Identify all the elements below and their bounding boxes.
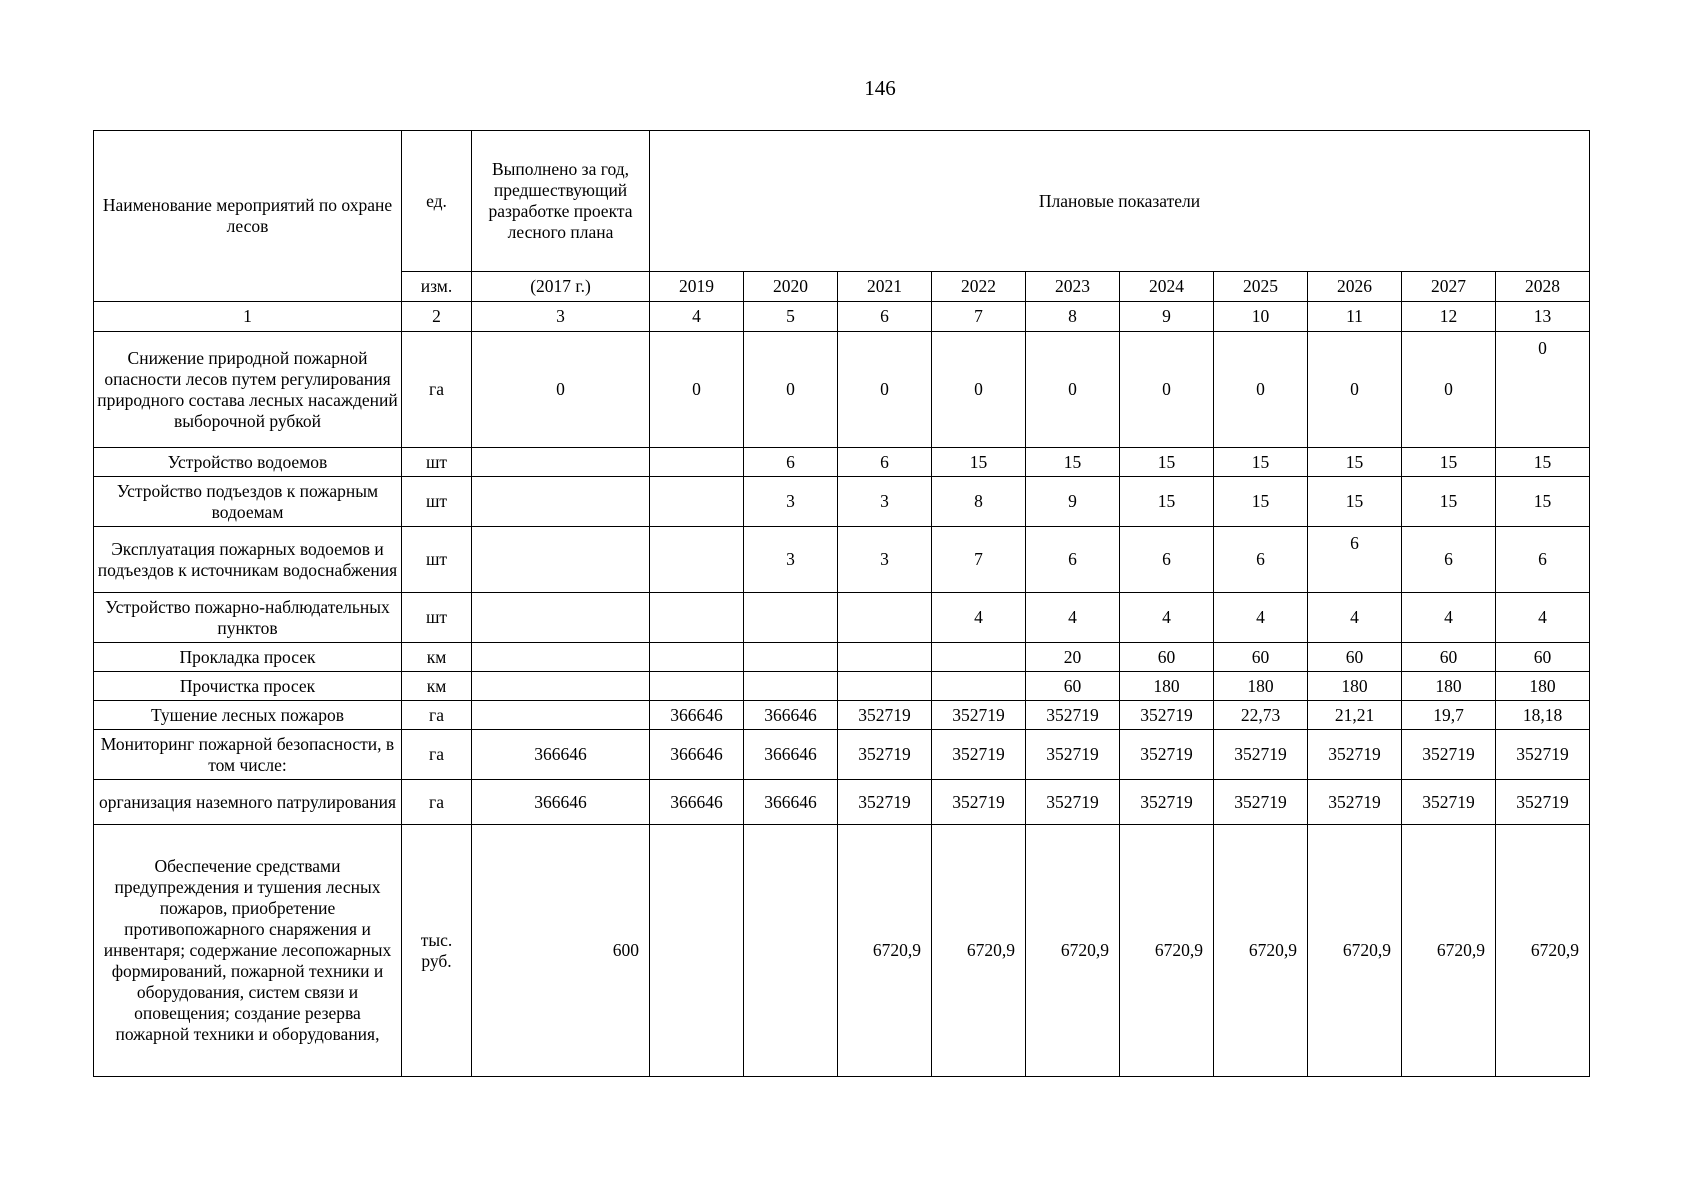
row-value: 3 <box>838 527 932 593</box>
table-row <box>94 701 1590 730</box>
row-value: 3 <box>744 527 838 593</box>
row-unit: га <box>402 730 472 780</box>
row-value: 352719 <box>932 780 1026 825</box>
header-done-bottom: (2017 г.) <box>472 272 650 302</box>
row-value: 8 <box>932 477 1026 527</box>
row-done <box>472 593 650 643</box>
row-value: 352719 <box>1308 730 1402 780</box>
column-number: 8 <box>1026 302 1120 332</box>
column-number: 13 <box>1496 302 1590 332</box>
row-value: 352719 <box>1120 780 1214 825</box>
column-number: 2 <box>402 302 472 332</box>
table-row <box>94 448 1590 477</box>
row-value: 15 <box>1402 477 1496 527</box>
table-row <box>94 643 1590 672</box>
row-value: 15 <box>1214 477 1308 527</box>
row-value: 6 <box>744 448 838 477</box>
row-value: 6720,9 <box>1402 825 1496 1077</box>
row-value: 4 <box>1120 593 1214 643</box>
column-number: 12 <box>1402 302 1496 332</box>
row-unit: км <box>402 672 472 701</box>
row-value: 60 <box>1120 643 1214 672</box>
header-name: Наименование мероприятий по охране лесов <box>94 131 402 302</box>
row-value: 6720,9 <box>1308 825 1402 1077</box>
row-value: 6 <box>1026 527 1120 593</box>
header-unit-top: ед. <box>402 131 472 272</box>
row-value: 352719 <box>1026 701 1120 730</box>
row-done <box>472 701 650 730</box>
row-unit: шт <box>402 527 472 593</box>
row-done <box>472 477 650 527</box>
column-number: 5 <box>744 302 838 332</box>
row-value: 9 <box>1026 477 1120 527</box>
row-value <box>650 593 744 643</box>
row-unit: тыс. руб. <box>402 825 472 1077</box>
row-value: 352719 <box>1496 780 1590 825</box>
row-value <box>744 643 838 672</box>
row-value: 352719 <box>1026 780 1120 825</box>
row-value: 0 <box>1308 332 1402 448</box>
column-number: 9 <box>1120 302 1214 332</box>
row-done: 366646 <box>472 730 650 780</box>
row-value: 352719 <box>1120 701 1214 730</box>
row-value: 6720,9 <box>1496 825 1590 1077</box>
row-unit: шт <box>402 448 472 477</box>
row-value: 4 <box>1402 593 1496 643</box>
row-value <box>650 672 744 701</box>
row-unit: км <box>402 643 472 672</box>
row-unit: шт <box>402 477 472 527</box>
row-value: 15 <box>1120 477 1214 527</box>
row-value: 3 <box>838 477 932 527</box>
column-numbers-row <box>94 302 1590 332</box>
year-cell: 2023 <box>1026 272 1120 302</box>
row-name: Устройство пожарно-наблюдательных пунктов <box>94 593 402 643</box>
row-value: 4 <box>932 593 1026 643</box>
column-number: 3 <box>472 302 650 332</box>
row-value: 15 <box>1308 448 1402 477</box>
column-number: 7 <box>932 302 1026 332</box>
year-cell: 2021 <box>838 272 932 302</box>
row-name: Обеспечение средствами предупреждения и тушения лесных пожаров, приобретение противопожарного снаряжения и инвентаря; содержание лесопожарных формирований, пожарной техники и оборудования, систем связи и оповещения; создание резерва пожарной техники и оборудования, <box>94 825 402 1077</box>
row-name: Мониторинг пожарной безопасности, в том числе: <box>94 730 402 780</box>
year-cell: 2022 <box>932 272 1026 302</box>
column-number: 1 <box>94 302 402 332</box>
row-unit: га <box>402 701 472 730</box>
row-done <box>472 448 650 477</box>
row-done <box>472 672 650 701</box>
table-row <box>94 780 1590 825</box>
row-value: 18,18 <box>1496 701 1590 730</box>
row-value: 352719 <box>1308 780 1402 825</box>
row-value: 352719 <box>838 780 932 825</box>
row-value: 4 <box>1026 593 1120 643</box>
row-value <box>838 672 932 701</box>
row-value: 15 <box>932 448 1026 477</box>
row-value: 366646 <box>744 780 838 825</box>
row-value: 366646 <box>744 701 838 730</box>
row-value <box>650 448 744 477</box>
row-name: Снижение природной пожарной опасности лесов путем регулирования природного состава лесных насаждений выборочной рубкой <box>94 332 402 448</box>
row-value: 6 <box>1308 527 1402 593</box>
row-value: 6720,9 <box>1120 825 1214 1077</box>
row-value: 15 <box>1496 477 1590 527</box>
row-value: 60 <box>1496 643 1590 672</box>
row-unit: га <box>402 780 472 825</box>
row-value <box>838 643 932 672</box>
row-value: 366646 <box>744 730 838 780</box>
row-done <box>472 527 650 593</box>
row-value: 0 <box>1120 332 1214 448</box>
row-value: 6720,9 <box>1026 825 1120 1077</box>
row-value: 352719 <box>838 701 932 730</box>
row-value: 6 <box>838 448 932 477</box>
row-value: 366646 <box>650 701 744 730</box>
row-value: 4 <box>1496 593 1590 643</box>
year-cell: 2028 <box>1496 272 1590 302</box>
table-row <box>94 477 1590 527</box>
year-cell: 2024 <box>1120 272 1214 302</box>
row-unit: га <box>402 332 472 448</box>
row-value: 15 <box>1120 448 1214 477</box>
row-value <box>744 825 838 1077</box>
row-value: 15 <box>1402 448 1496 477</box>
table-row <box>94 332 1590 448</box>
row-value: 6 <box>1120 527 1214 593</box>
row-value: 0 <box>838 332 932 448</box>
row-value <box>650 527 744 593</box>
row-done: 600 <box>472 825 650 1077</box>
row-value: 20 <box>1026 643 1120 672</box>
row-value <box>650 477 744 527</box>
column-number: 10 <box>1214 302 1308 332</box>
row-value: 15 <box>1214 448 1308 477</box>
row-value <box>838 593 932 643</box>
row-value: 352719 <box>1026 730 1120 780</box>
row-value: 7 <box>932 527 1026 593</box>
row-value: 352719 <box>1120 730 1214 780</box>
year-cell: 2026 <box>1308 272 1402 302</box>
row-value: 6 <box>1402 527 1496 593</box>
row-name: Эксплуатация пожарных водоемов и подъездов к источникам водоснабжения <box>94 527 402 593</box>
row-value: 352719 <box>932 701 1026 730</box>
row-value <box>744 593 838 643</box>
row-value: 22,73 <box>1214 701 1308 730</box>
row-value: 15 <box>1496 448 1590 477</box>
row-value: 0 <box>744 332 838 448</box>
row-value: 366646 <box>650 780 744 825</box>
year-cell: 2019 <box>650 272 744 302</box>
table-row <box>94 527 1590 593</box>
row-value: 352719 <box>1496 730 1590 780</box>
row-value: 180 <box>1120 672 1214 701</box>
row-value <box>650 643 744 672</box>
row-name: Устройство водоемов <box>94 448 402 477</box>
row-value: 15 <box>1308 477 1402 527</box>
row-unit: шт <box>402 593 472 643</box>
row-value: 19,7 <box>1402 701 1496 730</box>
row-value: 366646 <box>650 730 744 780</box>
row-value: 352719 <box>1214 730 1308 780</box>
row-value: 0 <box>932 332 1026 448</box>
row-value: 0 <box>1496 332 1590 448</box>
row-name: организация наземного патрулирования <box>94 780 402 825</box>
row-value: 0 <box>1026 332 1120 448</box>
row-value: 352719 <box>1402 730 1496 780</box>
row-value: 3 <box>744 477 838 527</box>
row-value <box>932 672 1026 701</box>
row-value <box>650 825 744 1077</box>
row-done: 0 <box>472 332 650 448</box>
forest-protection-table <box>93 130 1590 1077</box>
row-value: 352719 <box>838 730 932 780</box>
row-value: 6720,9 <box>932 825 1026 1077</box>
row-value: 180 <box>1308 672 1402 701</box>
row-value: 0 <box>1402 332 1496 448</box>
header-planned: Плановые показатели <box>650 131 1590 272</box>
year-cell: 2020 <box>744 272 838 302</box>
row-value: 180 <box>1496 672 1590 701</box>
row-value: 6 <box>1214 527 1308 593</box>
row-name: Устройство подъездов к пожарным водоемам <box>94 477 402 527</box>
row-value: 0 <box>1214 332 1308 448</box>
table-row <box>94 593 1590 643</box>
year-cell: 2027 <box>1402 272 1496 302</box>
row-value: 4 <box>1214 593 1308 643</box>
row-name: Прочистка просек <box>94 672 402 701</box>
row-value: 60 <box>1214 643 1308 672</box>
year-cell: 2025 <box>1214 272 1308 302</box>
row-value: 21,21 <box>1308 701 1402 730</box>
row-value: 352719 <box>932 730 1026 780</box>
column-number: 4 <box>650 302 744 332</box>
row-value: 6 <box>1496 527 1590 593</box>
table-row <box>94 672 1590 701</box>
row-value: 4 <box>1308 593 1402 643</box>
row-name: Прокладка просек <box>94 643 402 672</box>
row-value: 15 <box>1026 448 1120 477</box>
header-row <box>94 131 1590 272</box>
row-value <box>932 643 1026 672</box>
row-value <box>744 672 838 701</box>
row-value: 180 <box>1214 672 1308 701</box>
row-value: 352719 <box>1402 780 1496 825</box>
page-number: 146 <box>864 76 896 100</box>
row-value: 180 <box>1402 672 1496 701</box>
header-unit-bottom: изм. <box>402 272 472 302</box>
row-value: 60 <box>1026 672 1120 701</box>
row-value: 60 <box>1402 643 1496 672</box>
row-value: 6720,9 <box>838 825 932 1077</box>
row-value: 60 <box>1308 643 1402 672</box>
row-done <box>472 643 650 672</box>
row-value: 6720,9 <box>1214 825 1308 1077</box>
table-row <box>94 825 1590 1077</box>
header-done-top: Выполнено за год, предшествующий разработке проекта лесного плана <box>472 131 650 272</box>
row-value: 352719 <box>1214 780 1308 825</box>
row-name: Тушение лесных пожаров <box>94 701 402 730</box>
column-number: 11 <box>1308 302 1402 332</box>
column-number: 6 <box>838 302 932 332</box>
row-done: 366646 <box>472 780 650 825</box>
row-value: 0 <box>650 332 744 448</box>
table-row <box>94 730 1590 780</box>
